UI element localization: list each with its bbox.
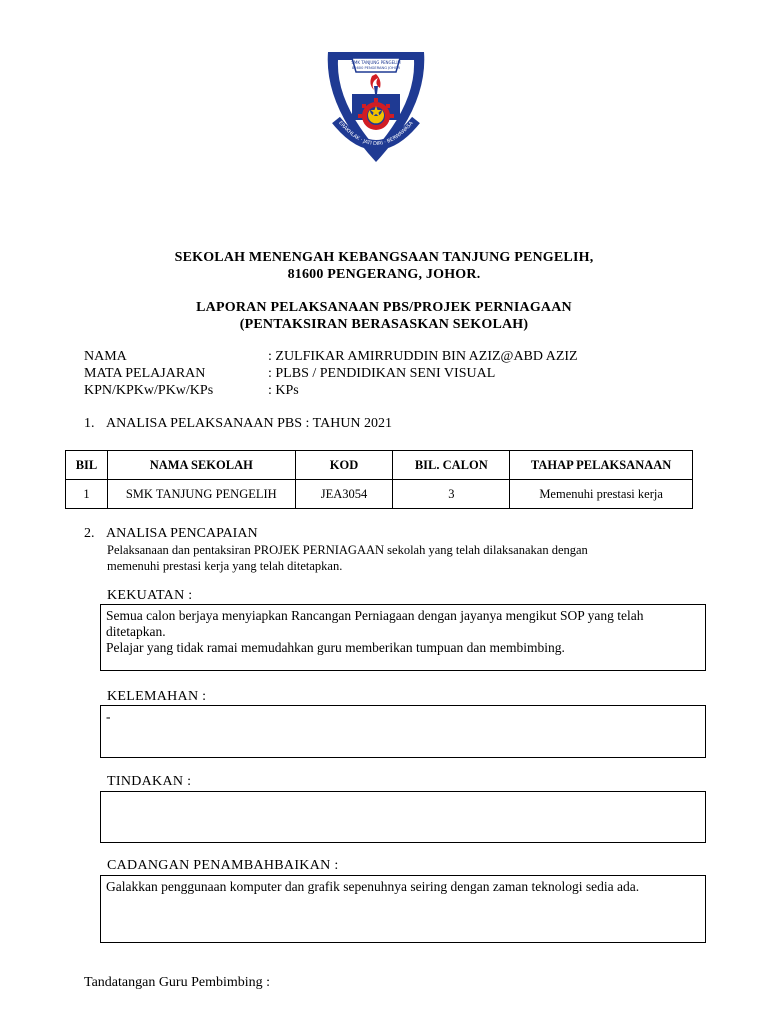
- section-2-heading: [84, 526, 258, 542]
- svg-text:81600 PENGERANG JOHOR: 81600 PENGERANG JOHOR: [351, 66, 401, 70]
- table-header-bil: BIL: [66, 451, 108, 480]
- table-header-tahap: TAHAP PELAKSANAAN: [510, 451, 693, 480]
- table-header-bil-calon: BIL. CALON: [393, 451, 510, 480]
- analysis-line-2: memenuhi prestasi kerja yang telah ditetapkan.: [107, 559, 343, 573]
- svg-text:BERAKHLAK · JATI DIRI · BERWAW: ERAKHLAK · JATI DIRI · BERWAWASA: [337, 120, 415, 148]
- school-address-line: 81600 PENGERANG, JOHOR.: [287, 267, 481, 282]
- svg-text:SMK TANJUNG PENGELIH: SMK TANJUNG PENGELIH: [351, 60, 401, 65]
- table-cell-kod: JEA3054: [295, 480, 393, 509]
- table-header-nama-sekolah: NAMA SEKOLAH: [107, 451, 295, 480]
- kekuatan-box: [100, 604, 706, 671]
- cadangan-box: [100, 875, 706, 943]
- table-header-row: [66, 451, 693, 480]
- info-value-mata-pelajaran: : PLBS / PENDIDIKAN SENI VISUAL: [268, 366, 496, 381]
- cadangan-label: CADANGAN PENAMBAHBAIKAN :: [107, 858, 339, 873]
- kelemahan-label: KELEMAHAN :: [107, 689, 207, 704]
- info-value-jawatan: : KPs: [268, 383, 299, 398]
- report-title-line2: (PENTAKSIRAN BERASASKAN SEKOLAH): [239, 317, 529, 332]
- info-label-nama: NAMA: [84, 349, 127, 364]
- tindakan-box: [100, 791, 706, 843]
- section-1-title: ANALISA PELAKSANAAN PBS : TAHUN 2021: [106, 416, 393, 431]
- tindakan-label: TINDAKAN :: [107, 774, 192, 789]
- school-crest-logo: [322, 46, 430, 166]
- kekuatan-label: KEKUATAN :: [107, 588, 193, 603]
- table-header-kod: KOD: [295, 451, 393, 480]
- section-1-heading: [84, 416, 392, 432]
- section-2-number: 2.: [84, 526, 95, 541]
- school-name-line1: SEKOLAH MENENGAH KEBANGSAAN TANJUNG PENGELIH,: [174, 250, 594, 265]
- table-cell-bil: 1: [66, 480, 108, 509]
- kekuatan-text-2: Pelajar yang tidak ramai memudahkan guru memberikan tumpuan dan membimbing.: [106, 640, 565, 655]
- analysis-line-1: Pelaksanaan dan pentaksiran PROJEK PERNIAGAAN sekolah yang telah dilaksanakan dengan: [107, 543, 588, 557]
- table-cell-bil-calon: 3: [393, 480, 510, 509]
- table-row: [66, 480, 693, 509]
- signature-label: Tandatangan Guru Pembimbing :: [84, 975, 271, 990]
- cadangan-text: Galakkan penggunaan komputer dan grafik sepenuhnya seiring dengan zaman teknologi sedia ada.: [106, 879, 640, 894]
- kelemahan-text: -: [106, 709, 111, 724]
- info-label-jawatan: KPN/KPKw/PKw/KPs: [84, 383, 214, 398]
- table-cell-nama-sekolah: SMK TANJUNG PENGELIH: [107, 480, 295, 509]
- kelemahan-box: [100, 705, 706, 758]
- section-2-title: ANALISA PENCAPAIAN: [106, 526, 258, 541]
- analysis-paragraph: [107, 542, 687, 574]
- info-label-mata-pelajaran: MATA PELAJARAN: [84, 366, 206, 381]
- pbs-analysis-table: [65, 450, 693, 509]
- kekuatan-text-1: Semua calon berjaya menyiapkan Rancangan Perniagaan dengan jayanya mengikut SOP yang telah ditetapkan.: [106, 608, 644, 639]
- report-title-line1: LAPORAN PELAKSANAAN PBS/PROJEK PERNIAGAAN: [196, 300, 572, 315]
- info-value-nama: : ZULFIKAR AMIRRUDDIN BIN AZIZ@ABD AZIZ: [268, 349, 578, 364]
- table-cell-tahap: Memenuhi prestasi kerja: [510, 480, 693, 509]
- section-1-number: 1.: [84, 416, 95, 431]
